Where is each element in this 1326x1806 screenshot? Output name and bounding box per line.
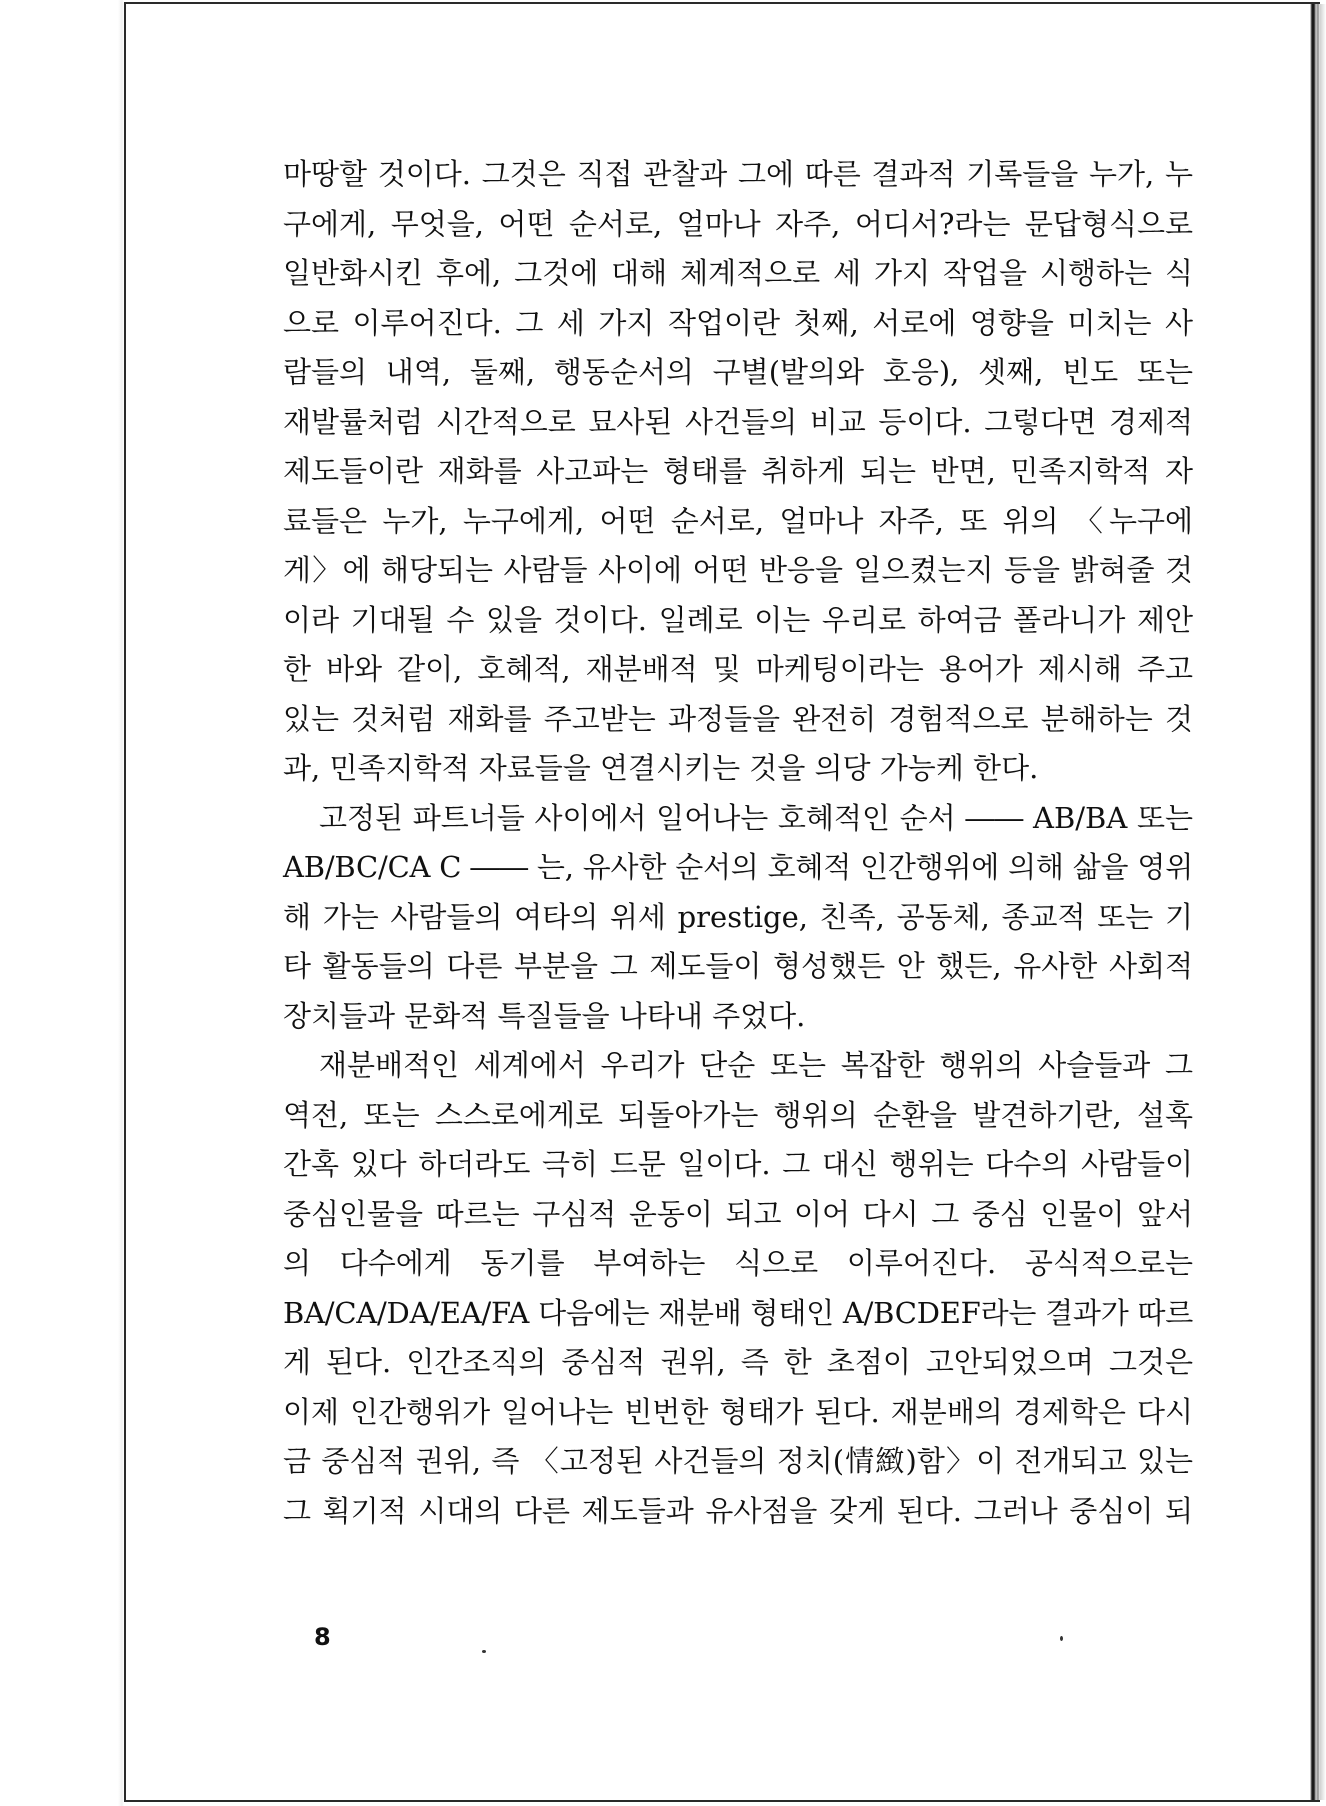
text-line: 재발률처럼 시간적으로 묘사된 사건들의 비교 등이다. 그렇다면 경제적 [283,404,1193,439]
scan-margin [0,0,124,1806]
text-line: 한 바와 같이, 호혜적, 재분배적 및 마케팅이라는 용어가 제시해 주고 [283,652,1193,686]
text-line: 게〉에 해당되는 사람들 사이에 어떤 반응을 일으켰는지 등을 밝혀줄 것 [283,553,1193,587]
text-line: 게 된다. 인간조직의 중심적 권위, 즉 한 초점이 고안되었으며 그것은 [283,1345,1193,1379]
text-line: 해 가는 사람들의 여타의 위세 prestige, 친족, 공동체, 종교적 또는 기 [283,899,1193,934]
scan-speck [482,1650,486,1653]
text-line: 료들은 누가, 누구에게, 어떤 순서로, 얼마나 자주, 또 위의 〈누구에 [283,503,1193,538]
text-line: 그 획기적 시대의 다른 제도들과 유사점을 갖게 된다. 그러나 중심이 되 [283,1493,1193,1528]
paragraph-3 [283,1041,1193,1536]
text-line: 람들의 내역, 둘째, 행동순서의 구별(발의와 호응), 셋째, 빈도 또는 [283,355,1193,389]
paragraph-1 [283,150,1193,794]
text-line: 역전, 또는 스스로에게로 되돌아가는 행위의 순환을 발견하기란, 설혹 [283,1097,1193,1132]
paragraph-2 [283,794,1193,1042]
text-line: 구에게, 무엇을, 어떤 순서로, 얼마나 자주, 어디서?라는 문답형식으로 [283,206,1193,241]
text-line: 타 활동들의 다른 부분을 그 제도들이 형성했든 안 했든, 유사한 사회적 [283,949,1193,983]
text-line: 재분배적인 세계에서 우리가 단순 또는 복잡한 행위의 사슬들과 그 [319,1048,1193,1082]
page-number: 8 [314,1623,331,1651]
text-line: 금 중심적 권위, 즉 〈고정된 사건들의 정치(情緻)함〉이 전개되고 있는 [283,1444,1193,1478]
body-text [283,150,1193,1536]
scan-speck [1060,1636,1063,1641]
text-line: 있는 것처럼 재화를 주고받는 과정들을 완전히 경험적으로 분해하는 것 [283,701,1193,736]
text-line: 일반화시킨 후에, 그것에 대해 체계적으로 세 가지 작업을 시행하는 식 [283,256,1193,290]
text-line: 이라 기대될 수 있을 것이다. 일례로 이는 우리로 하여금 폴라니가 제안 [283,602,1193,637]
text-line: 간혹 있다 하더라도 극히 드문 일이다. 그 대신 행위는 다수의 사람들이 [283,1147,1193,1181]
page-edge [1310,4,1320,1800]
text-line: 고정된 파트너들 사이에서 일어나는 호혜적인 순서 ―― AB/BA 또는 [319,800,1193,835]
text-line: BA/CA/DA/EA/FA 다음에는 재분배 형태인 A/BCDEF라는 결과가 따르 [283,1295,1194,1330]
text-line: AB/BC/CA C ―― 는, 유사한 순서의 호혜적 인간행위에 의해 삶을 영위 [283,850,1193,884]
text-line: 이제 인간행위가 일어나는 빈번한 형태가 된다. 재분배의 경제학은 다시 [283,1394,1193,1429]
text-line: 중심인물을 따르는 구심적 운동이 되고 이어 다시 그 중심 인물이 앞서 [283,1196,1193,1231]
text-line: 마땅할 것이다. 그것은 직접 관찰과 그에 따른 결과적 기록들을 누가, 누 [283,157,1193,191]
text-line: 제도들이란 재화를 사고파는 형태를 취하게 되는 반면, 민족지학적 자 [283,454,1193,488]
text-line: 의 다수에게 동기를 부여하는 식으로 이루어진다. 공식적으로는 [283,1246,1193,1280]
text-line: 장치들과 문화적 특질들을 나타내 주었다. [283,998,806,1033]
text-line: 으로 이루어진다. 그 세 가지 작업이란 첫째, 서로에 영향을 미치는 사 [283,305,1193,340]
text-line: 과, 민족지학적 자료들을 연결시키는 것을 의당 가능케 한다. [283,751,1039,785]
